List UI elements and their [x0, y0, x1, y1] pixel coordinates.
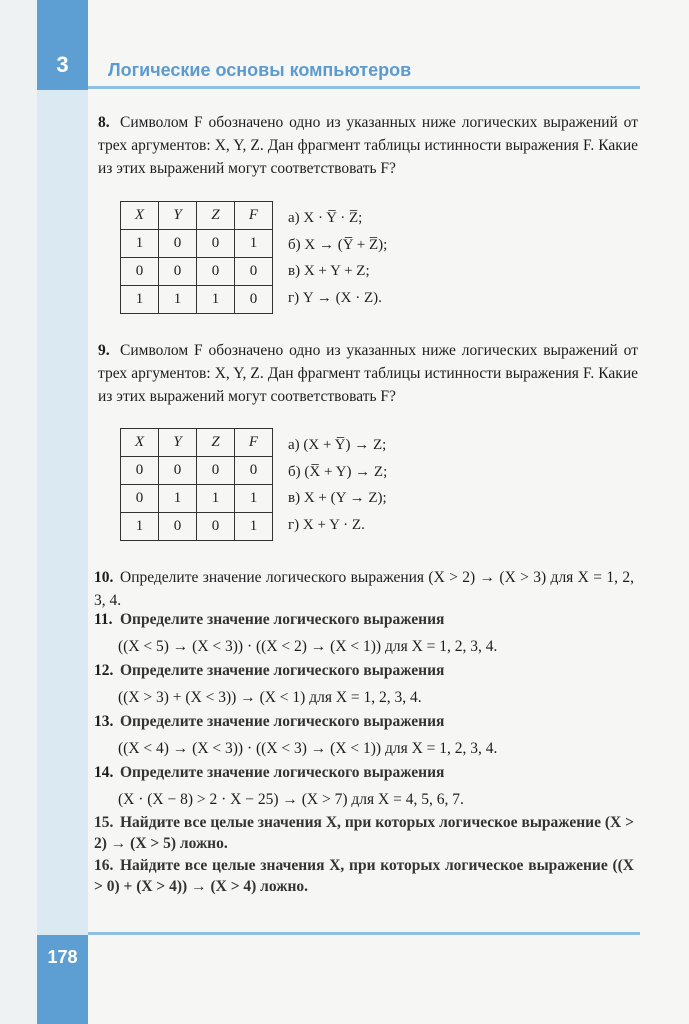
option: в) X + (Y → Z);: [288, 490, 387, 506]
table-cell: 0: [235, 286, 273, 314]
table-cell: 1: [159, 286, 197, 314]
question-text: Определите значение логического выражения: [120, 764, 445, 781]
table-header: F: [235, 429, 273, 457]
table-cell: 0: [121, 457, 159, 485]
truth-table-8: [120, 201, 273, 314]
option: г) Y → (X · Z).: [288, 289, 382, 306]
table-cell: 0: [197, 258, 235, 286]
table-header: Z: [197, 202, 235, 230]
question-number: 13.: [94, 713, 114, 730]
chapter-title: Логические основы компьютеров: [108, 60, 412, 80]
question-text: Определите значение логического выражения: [120, 662, 445, 679]
question-16: [94, 855, 634, 897]
page-margin: [0, 0, 37, 1024]
table-header: X: [121, 202, 159, 230]
question-text: Найдите все целые значения X, при которых логическое выражение (X > 2) → (X > 5) ложно.: [94, 814, 634, 852]
truth-table-9: [120, 428, 273, 541]
question-15: [94, 812, 634, 854]
question-10: [94, 566, 634, 612]
table-cell: 1: [235, 513, 273, 541]
page-number: 178: [47, 947, 78, 967]
question-text: Определите значение логического выражения (X > 2) → (X > 3) для X = 1, 2, 3, 4.: [94, 569, 634, 609]
table-header: Y: [159, 202, 197, 230]
table-cell: 0: [197, 513, 235, 541]
option: б) X → (Y̅ + Z̅);: [288, 236, 388, 253]
question-12: [94, 659, 634, 709]
header-rule: [88, 86, 640, 89]
question-text: Символом F обозначено одно из указанных ниже логических выражений от трех аргументов: X, Y, Z. Дан фрагмент таблицы истинности выражения F. Какие из этих выражений могут соответствовать F?: [98, 342, 638, 405]
question-number: 16.: [94, 857, 114, 874]
table-cell: 0: [235, 457, 273, 485]
table-cell: 0: [159, 258, 197, 286]
table-cell: 0: [121, 485, 159, 513]
option: б) (X̅ + Y) → Z;: [288, 463, 388, 480]
table-cell: 1: [235, 230, 273, 258]
question-number: 11.: [94, 611, 113, 628]
table-row: [121, 457, 273, 485]
table-row: [121, 485, 273, 513]
table-row: [121, 230, 273, 258]
table-cell: 1: [235, 485, 273, 513]
table-cell: 1: [159, 485, 197, 513]
table-cell: 0: [159, 457, 197, 485]
table-header: Z: [197, 429, 235, 457]
side-strip: [37, 0, 88, 1024]
question-number: 15.: [94, 814, 114, 831]
table-cell: 0: [159, 513, 197, 541]
table-cell: 1: [121, 513, 159, 541]
question-text: Символом F обозначено одно из указанных ниже логических выражений от трех аргументов: X, Y, Z. Дан фрагмент таблицы истинности выражения F. Какие из этих выражений могут соответствовать F?: [98, 114, 638, 177]
table-cell: 1: [197, 485, 235, 513]
question-expression: ((X < 4) → (X < 3)) · ((X < 3) → (X < 1)) для X = 1, 2, 3, 4.: [118, 740, 498, 757]
options-8: [288, 205, 387, 311]
question-number: 14.: [94, 764, 114, 781]
question-14: [94, 761, 634, 811]
table-cell: 1: [121, 286, 159, 314]
table-cell: 1: [121, 230, 159, 258]
table-header: X: [121, 429, 159, 457]
table-cell: 0: [121, 258, 159, 286]
question-text: Определите значение логического выражения: [120, 611, 445, 628]
question-number: 9.: [98, 342, 110, 359]
question-expression: ((X > 3) + (X < 3)) → (X < 1) для X = 1, 2, 3, 4.: [118, 689, 422, 706]
table-row: [121, 513, 273, 541]
question-expression: ((X < 5) → (X < 3)) · ((X < 2) → (X < 1)) для X = 1, 2, 3, 4.: [118, 638, 498, 655]
question-number: 10.: [94, 569, 114, 586]
option: а) X · Y̅ · Z̅;: [288, 210, 363, 226]
question-11: [94, 608, 634, 658]
option: а) (X + Y̅) → Z;: [288, 437, 387, 453]
question-13: [94, 710, 634, 760]
chapter-number: 3: [56, 52, 69, 77]
table-cell: 0: [197, 457, 235, 485]
table-row: [121, 258, 273, 286]
table-header: Y: [159, 429, 197, 457]
option: г) X + Y · Z.: [288, 516, 365, 533]
table-row: [121, 286, 273, 314]
footer-rule: [88, 932, 640, 935]
table-cell: 1: [197, 286, 235, 314]
table-cell: 0: [235, 258, 273, 286]
question-number: 8.: [98, 114, 110, 131]
question-expression: (X · (X − 8) > 2 · X − 25) → (X > 7) для X = 4, 5, 6, 7.: [118, 791, 464, 808]
question-text: Определите значение логического выражения: [120, 713, 445, 730]
table-header: F: [235, 202, 273, 230]
question-text: Найдите все целые значения X, при которых логическое выражение ((X > 0) + (X > 4)) → (X > 4) ложно.: [94, 857, 634, 895]
options-9: [288, 432, 387, 538]
table-cell: 0: [197, 230, 235, 258]
question-number: 12.: [94, 662, 114, 679]
table-cell: 0: [159, 230, 197, 258]
option: в) X + Y + Z;: [288, 263, 370, 279]
question-9: [98, 339, 638, 408]
question-8: [98, 111, 638, 180]
